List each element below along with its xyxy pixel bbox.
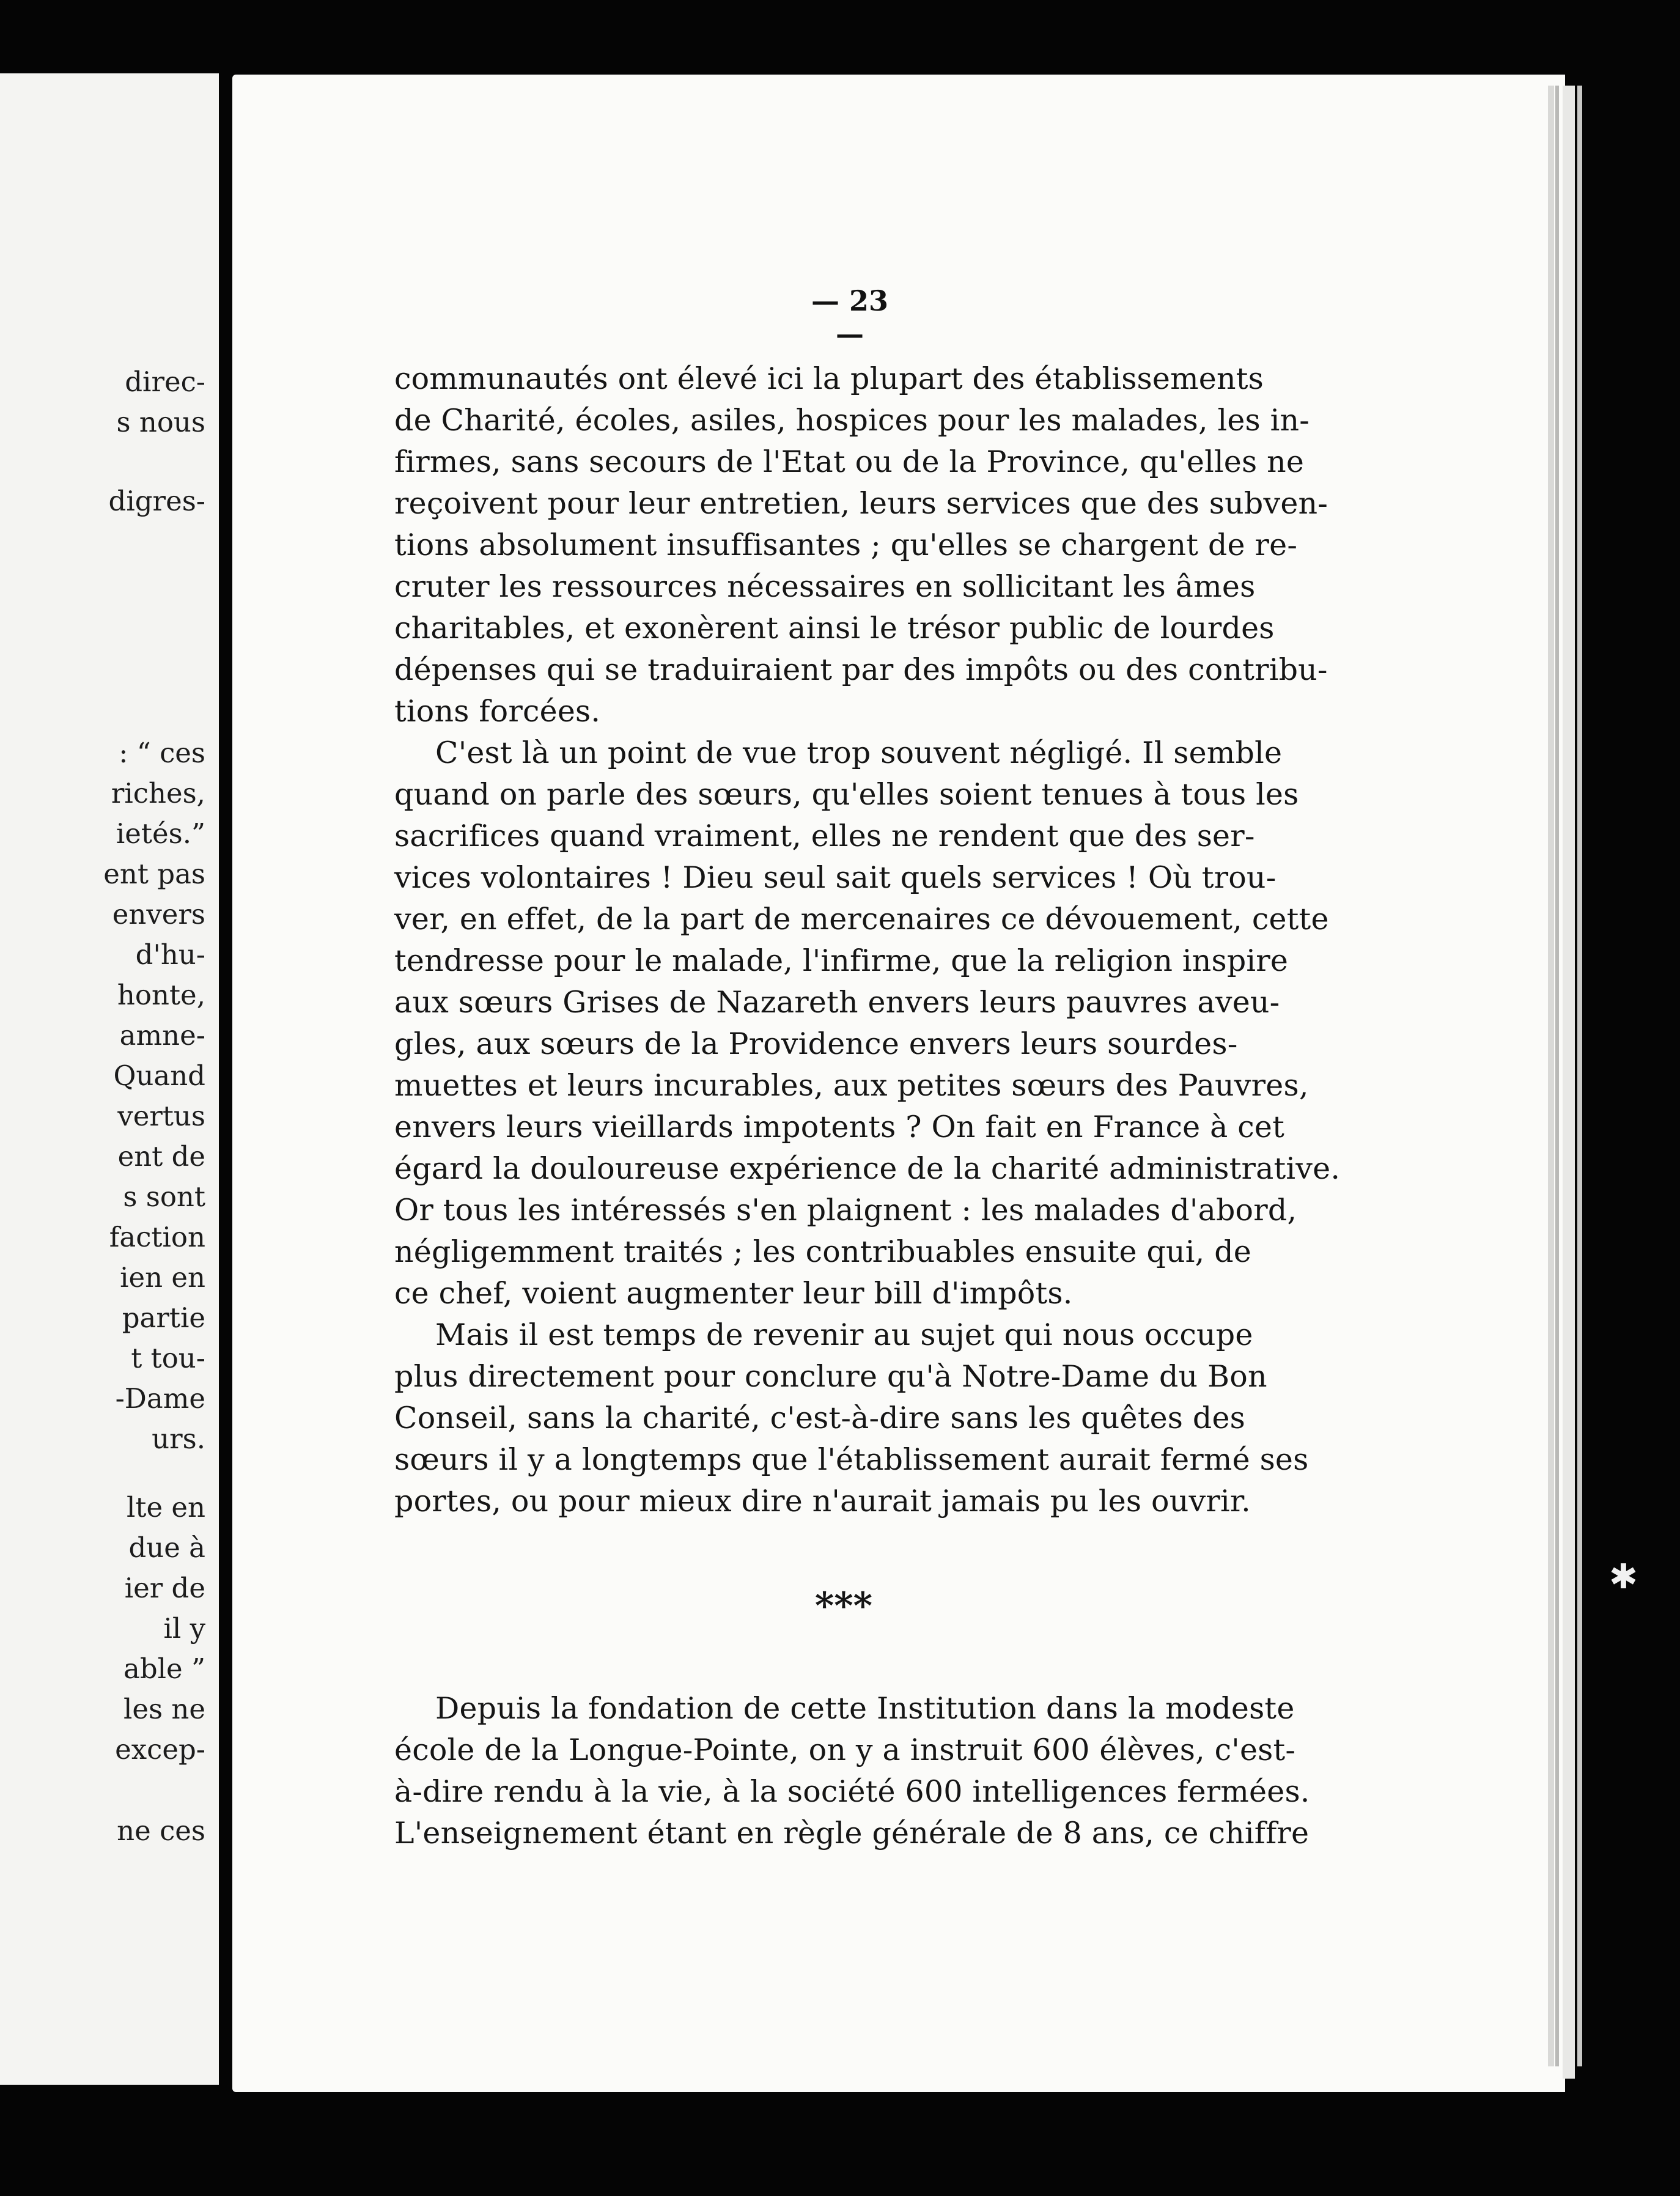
left-text-line: il y (163, 1612, 205, 1645)
left-text-line: partie (122, 1302, 205, 1334)
left-text-line: riches, (111, 777, 205, 809)
book-gutter (219, 72, 232, 2090)
body-text-line: à-dire rendu à la vie, à la société 600 intelligences fermées. (394, 1774, 1310, 1809)
left-text-line: ien en (120, 1261, 205, 1294)
body-text-line: aux sœurs Grises de Nazareth envers leurs pauvres aveu- (394, 985, 1280, 1020)
body-text-line: égard la douloureuse expérience de la charité administrative. (394, 1151, 1341, 1186)
body-text-line: école de la Longue-Pointe, on y a instruit 600 élèves, c'est- (394, 1733, 1296, 1767)
left-text-line: urs. (152, 1423, 205, 1455)
body-text-line: négligemment traités ; les contribuables ensuite qui, de (394, 1234, 1251, 1269)
left-text-line: s sont (123, 1181, 205, 1213)
left-text-line: honte, (117, 979, 205, 1011)
body-text-line: communautés ont élevé ici la plupart des établissements (394, 361, 1264, 396)
left-text-line: amne- (119, 1019, 205, 1052)
left-text-line: : “ ces (119, 737, 205, 769)
body-text-line: Conseil, sans la charité, c'est-à-dire sans les quêtes des (394, 1401, 1246, 1435)
left-text-line: ier de (124, 1572, 205, 1604)
left-text-line: d'hu- (135, 938, 205, 971)
body-text-line: ver, en effet, de la part de mercenaires ce dévouement, cette (394, 902, 1329, 937)
left-text-line: t tou- (131, 1342, 205, 1374)
body-text-line: L'enseignement étant en règle générale de 8 ans, ce chiffre (394, 1816, 1310, 1851)
body-text-line: firmes, sans secours de l'Etat ou de la Province, qu'elles ne (394, 444, 1305, 479)
left-page (0, 73, 219, 2085)
left-text-line: envers (112, 898, 205, 930)
left-text-line: ent de (117, 1140, 205, 1173)
body-text-line: sœurs il y a longtemps que l'établissement aurait fermé ses (394, 1442, 1309, 1477)
body-text-line: Depuis la fondation de cette Institution dans la modeste (435, 1691, 1295, 1726)
body-text-line: charitables, et exonèrent ainsi le trésor public de lourdes (394, 611, 1275, 646)
body-text-line: C'est là un point de vue trop souvent négligé. Il semble (435, 735, 1283, 770)
section-ornament: *** (814, 1585, 873, 1627)
body-text-line: de Charité, écoles, asiles, hospices pour les malades, les in- (394, 403, 1310, 438)
left-text-line: excep- (115, 1733, 205, 1766)
body-text-line: quand on parle des sœurs, qu'elles soient tenues à tous les (394, 777, 1299, 812)
body-text-line: plus directement pour conclure qu'à Notre-Dame du Bon (394, 1359, 1267, 1394)
left-text-line: faction (109, 1221, 205, 1253)
body-text-line: Or tous les intéressés s'en plaignent : les malades d'abord, (394, 1193, 1297, 1228)
body-text-line: tions absolument insuffisantes ; qu'elles se chargent de re- (394, 528, 1298, 562)
body-text-line: tions forcées. (394, 694, 601, 729)
left-text-line: ietés.” (116, 817, 205, 850)
page-edge (1548, 86, 1554, 2066)
left-text-line: ne ces (117, 1815, 205, 1847)
body-text-line: cruter les ressources nécessaires en sollicitant les âmes (394, 569, 1256, 604)
body-text-line: tendresse pour le malade, l'infirme, que la religion inspire (394, 943, 1289, 978)
body-text-line: envers leurs vieillards impotents ? On fait en France à cet (394, 1110, 1285, 1144)
page-edge (1555, 86, 1559, 2066)
left-text-line: due à (128, 1531, 205, 1564)
left-text-line: able ” (123, 1653, 205, 1685)
page-number: — 23 — (811, 284, 889, 350)
left-text-line: vertus (117, 1100, 205, 1132)
page-edge (1563, 86, 1575, 2079)
left-text-line: -Dame (115, 1382, 205, 1415)
left-text-line: direc- (125, 366, 205, 398)
left-text-line: digres- (108, 485, 205, 517)
body-text-line: ce chef, voient augmenter leur bill d'impôts. (394, 1276, 1073, 1311)
scan-speck: ✱ (1609, 1557, 1638, 1597)
left-text-line: s nous (116, 406, 205, 438)
left-text-line: les ne (123, 1693, 205, 1725)
left-text-line: Quand (113, 1059, 205, 1092)
body-text-line: sacrifices quand vraiment, elles ne rendent que des ser- (394, 819, 1255, 853)
body-text-line: vices volontaires ! Dieu seul sait quels services ! Où trou- (394, 860, 1277, 895)
body-text-line: dépenses qui se traduiraient par des impôts ou des contribu- (394, 652, 1328, 687)
body-text-line: muettes et leurs incurables, aux petites sœurs des Pauvres, (394, 1068, 1309, 1103)
body-text-line: reçoivent pour leur entretien, leurs services que des subven- (394, 486, 1328, 521)
body-text-line: portes, ou pour mieux dire n'aurait jamais pu les ouvrir. (394, 1484, 1251, 1519)
body-text-line: gles, aux sœurs de la Providence envers leurs sourdes- (394, 1026, 1238, 1061)
left-text-line: lte en (126, 1491, 205, 1524)
left-text-line: ent pas (103, 858, 205, 890)
body-text-line: Mais il est temps de revenir au sujet qui nous occupe (435, 1317, 1253, 1352)
page-edge (1577, 86, 1582, 2066)
